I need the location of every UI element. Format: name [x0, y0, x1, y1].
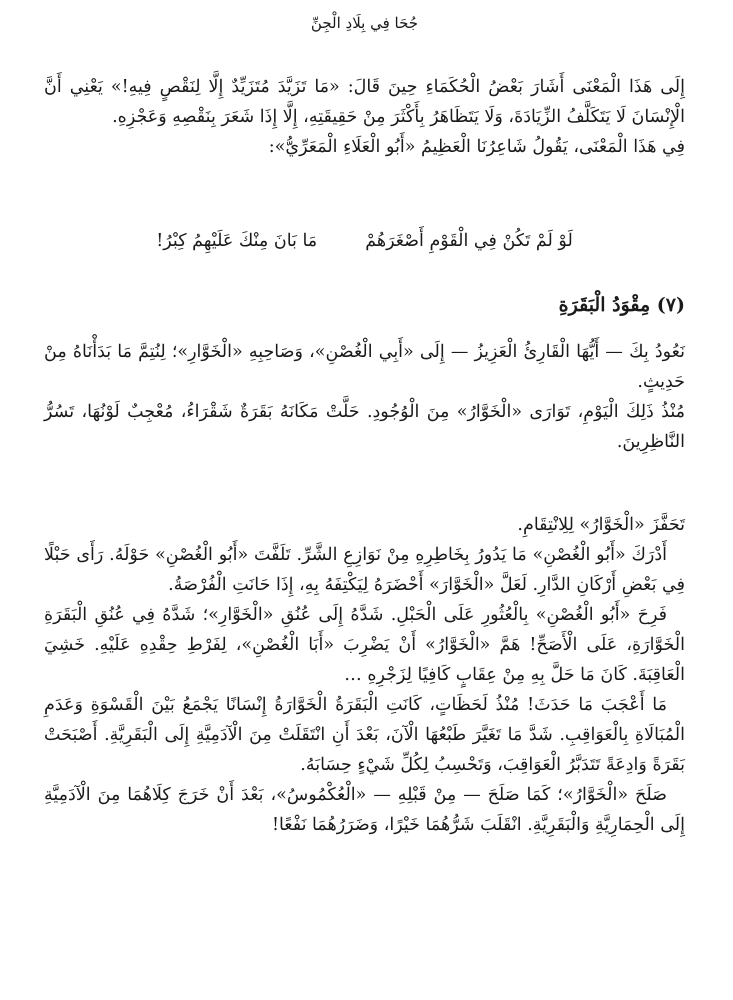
story-paragraph-5: صَلَحَ «الْخَوَّارُ»؛ كَمَا صَلَحَ — مِنْ قَبْلِهِ — «الْعُكْمُوسُ»، بَعْدَ أَنْ خَرَجَ كِلَاهُمَا مِنَ الْآدَمِيَّةِ إِلَى الْحِمَارِيَّةِ وَالْبَقَرِيَّةِ. انْقَلَبَ شَرُّهُمَا خَيْرًا، وَضَرَرُهُمَا نَفْعًا! — [44, 785, 685, 835]
story-paragraph-3: فَرِحَ «أَبُو الْغُصْنِ» بِالْعُثُورِ عَلَى الْحَبْلِ. شَدَّهُ إِلَى عُنُقِ «الْخَوَّارِ»؛ شَدَّهُ فِي عُنُقِ الْبَقَرَةِ الْخَوَّارَةِ، عَلَى الْأَصَحِّ! هَمَّ «الْخَوَّارُ» أَنْ يَضْرِبَ «أَبَا الْغُصْنِ»، لِفَرْطِ حِقْدِهِ عَلَيْهِ. خَشِيَ الْعَاقِبَةَ. كَانَ مَا حَلَّ بِهِ مِنْ عِقَابٍ كَافِيًا لِزَجْرِهِ … — [44, 605, 685, 685]
story-paragraph-2: أَدْرَكَ «أَبُو الْغُصْنِ» مَا يَدُورُ بِخَاطِرِهِ مِنْ نَوَازِعِ الشَّرِّ. تَلَفَّتَ «أَبُو الْغُصْنِ» حَوْلَهُ. رَأَى حَبْلًا فِي بَعْضِ أَرْكَانِ الدَّارِ. لَعَلَّ «الْخَوَّارَ» أَحْضَرَهُ لِيَكْتِفَهُ بِهِ، إِذَا حَانَتِ الْفُرْصَةُ. — [44, 545, 685, 595]
intro-paragraph-2: فِي هَذَا الْمَعْنَى، يَقُولُ شَاعِرُنَا الْعَظِيمُ «أَبُو الْعَلَاءِ الْمَعَرِّيُّ»: — [268, 137, 685, 157]
opening-paragraph-2: مُنْذُ ذَلِكَ الْيَوْمِ، تَوَارَى «الْخَوَّارُ» مِنَ الْوُجُودِ. حَلَّتْ مَكَانَهُ بَقَرَةٌ شَقْرَاءُ، مُعْجِبٌ لَوْنُهَا، تَسُرُّ النَّاظِرِينَ. — [44, 402, 685, 452]
intro-paragraph-1: إِلَى هَذَا الْمَعْنَى أَشَارَ بَعْضُ الْحُكَمَاءِ حِينَ قَالَ: «مَا تَزَيَّدَ مُتَزَيِّدٌ إِلَّا لِنَقْصٍ فِيهِ!» يَعْنِي أَنَّ الْإِنْسَانَ لَا يَتَكَلَّفُ الزِّيَادَةَ، وَلَا يَتَظَاهَرُ بِأَكْثَرَ مِنْ حَقِيقَتِهِ، إِلَّا إِذَا شَعَرَ بِنَقْصِهِ وَعَجْزِهِ. — [44, 77, 685, 127]
opening-paragraph-1: نَعُودُ بِكَ — أَيُّهَا الْقَارِئُ الْعَزِيزُ — إِلَى «أَبِي الْغُصْنِ»، وَصَاحِبِهِ «الْخَوَّارِ»؛ لِنُتِمَّ مَا بَدَأْنَاهُ مِنْ حَدِيثٍ. — [44, 342, 685, 392]
story-paragraph-4: مَا أَعْجَبَ مَا حَدَثَ! مُنْذُ لَحَظَاتٍ، كَانَتِ الْبَقَرَةُ الْخَوَّارَةُ إِنْسَانًا يَجْمَعُ بَيْنَ الْقَسْوَةِ وَعَدَمِ الْمُبَالَاةِ بِالْعَوَاقِبِ. شَدَّ مَا تَغَيَّرَ طَبْعُهَا الْآنَ، بَعْدَ أَنِ انْتَقَلَتْ مِنَ الْآدَمِيَّةِ إِلَى الْبَقَرِيَّةِ. أَصْبَحَتْ بَقَرَةً وَادِعَةً تَتَدَبَّرُ الْعَوَاقِبَ، وَتَحْسِبُ لِكُلِّ شَيْءٍ حِسَابَهُ. — [44, 695, 685, 775]
poem-verse — [44, 226, 685, 256]
story-paragraph-1: تَحَفَّزَ «الْخَوَّارُ» لِلِانْتِقَامِ. — [517, 515, 685, 535]
section-heading: (٧) مِقْوَدُ الْبَقَرَةِ — [558, 294, 685, 316]
verse-first-hemistich: لَوْ لَمْ تَكُنْ فِي الْقَوْمِ أَصْغَرَهُمْ — [365, 231, 573, 251]
story-block — [44, 510, 685, 840]
intro-block — [44, 72, 685, 162]
opening-block — [44, 337, 685, 457]
running-header: جُحَا فِي بِلَادِ الْجِنِّ — [310, 14, 419, 32]
book-page — [44, 0, 685, 1000]
verse-second-hemistich: مَا بَانَ مِنْكَ عَلَيْهِمُ كِبْرُ! — [156, 231, 318, 251]
